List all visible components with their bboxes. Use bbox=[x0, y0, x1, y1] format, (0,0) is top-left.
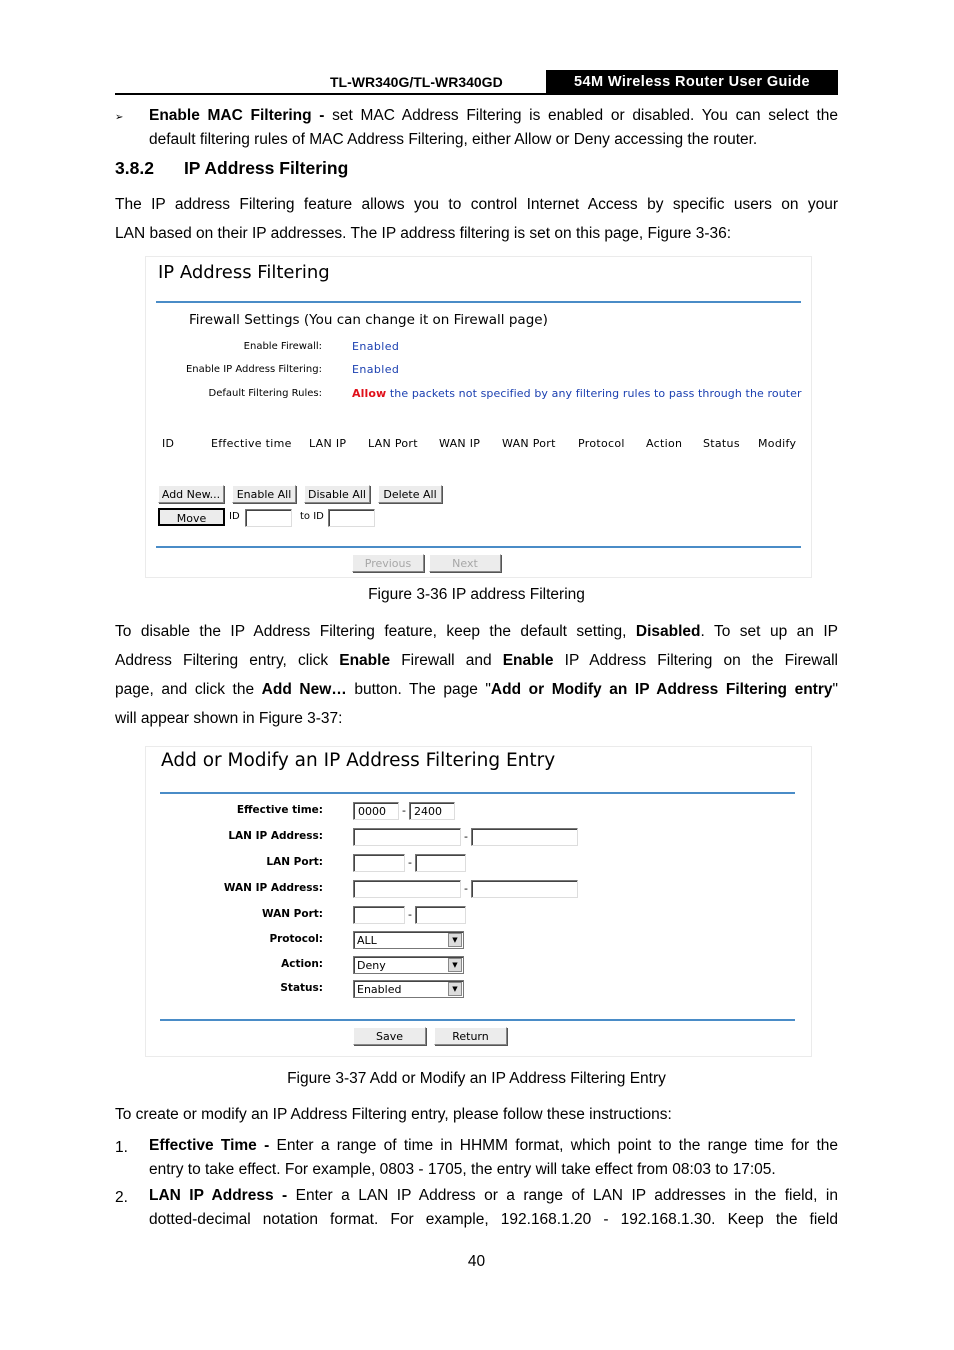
delete-all-button[interactable]: Delete All bbox=[378, 485, 442, 503]
default-rules-value bbox=[352, 387, 802, 400]
wan-port-label: WAN Port: bbox=[262, 908, 323, 920]
action-label: Action: bbox=[281, 958, 323, 970]
col-modify: Modify bbox=[758, 437, 797, 450]
action-select[interactable] bbox=[353, 956, 464, 974]
p2-text-2e: IP Address Filtering on the Firewall bbox=[553, 652, 838, 669]
step-1-number: 1. bbox=[115, 1139, 128, 1156]
col-status: Status bbox=[703, 437, 740, 450]
step-1-bold: Effective Time - bbox=[149, 1137, 270, 1154]
effective-time-end-input[interactable]: 2400 bbox=[409, 802, 455, 820]
bullet-bold: Enable MAC Filtering - bbox=[149, 107, 325, 124]
step-2-number: 2. bbox=[115, 1189, 128, 1206]
step-2-text-1: Enter a LAN IP Address or a range of LAN IP addresses in the field, in bbox=[287, 1187, 839, 1204]
return-button[interactable]: Return bbox=[434, 1027, 507, 1045]
p2-bold-enable-1: Enable bbox=[339, 652, 391, 669]
lan-ip-end-input[interactable] bbox=[471, 828, 578, 846]
enable-all-button[interactable]: Enable All bbox=[232, 485, 296, 503]
dropdown-arrow-icon: ▼ bbox=[448, 982, 462, 996]
col-wan-ip: WAN IP bbox=[439, 437, 481, 450]
p2-text-2c: Firewall and bbox=[390, 652, 503, 669]
step-1-text-1: Enter a range of time in HHMM format, which point to the range time for the bbox=[269, 1137, 838, 1154]
action-value: Deny bbox=[357, 959, 386, 972]
p2-text-4: will appear shown in Figure 3-37: bbox=[115, 710, 343, 727]
col-wan-port: WAN Port bbox=[502, 437, 556, 450]
bullet-marker: ➢ bbox=[115, 112, 124, 123]
p2-bold-disabled: Disabled bbox=[635, 623, 701, 640]
status-select[interactable] bbox=[353, 980, 464, 998]
dropdown-arrow-icon: ▼ bbox=[448, 933, 462, 947]
protocol-value: ALL bbox=[357, 934, 377, 947]
add-new-button[interactable]: Add New... bbox=[158, 485, 224, 503]
enable-ip-filtering-value: Enabled bbox=[352, 363, 400, 376]
figure1-top-rule bbox=[156, 301, 801, 303]
header-model: TL-WR340G/TL-WR340GD bbox=[330, 74, 503, 90]
move-id-label: ID bbox=[229, 511, 240, 522]
protocol-label: Protocol: bbox=[269, 933, 323, 945]
instructions-intro: To create or modify an IP Address Filtering entry, please follow these instructions: bbox=[115, 1106, 672, 1123]
effective-time-label: Effective time: bbox=[236, 804, 323, 816]
section-number: 3.8.2 bbox=[115, 158, 154, 178]
dropdown-arrow-icon: ▼ bbox=[448, 958, 462, 972]
default-rule-text: the packets not specified by any filtering rules to pass through the router bbox=[386, 387, 802, 400]
mac-filtering-bullet bbox=[149, 104, 838, 152]
wan-port-end-input[interactable] bbox=[415, 906, 466, 924]
enable-instructions-paragraph bbox=[115, 617, 838, 733]
figure1-title: IP Address Filtering bbox=[158, 262, 330, 283]
wan-port-dash: - bbox=[408, 908, 412, 921]
page-number: 40 bbox=[467, 1253, 486, 1270]
move-to-id-input[interactable] bbox=[328, 509, 375, 527]
p2-text-3e: " bbox=[832, 681, 839, 698]
firewall-settings-heading: Firewall Settings (You can change it on Firewall page) bbox=[189, 312, 548, 328]
lan-port-label: LAN Port: bbox=[266, 856, 323, 868]
step-1-text-2: entry to take effect. For example, 0803 - 1705, the entry will take effect from 08:03 to 17:05. bbox=[149, 1161, 776, 1178]
p2-bold-page-name: Add or Modify an IP Address Filtering entry bbox=[490, 681, 833, 698]
p2-bold-add-new: Add New… bbox=[261, 681, 347, 698]
bullet-text-1: set MAC Address Filtering is enabled or disabled. You can select the bbox=[324, 107, 838, 124]
figure2-title: Add or Modify an IP Address Filtering Entry bbox=[161, 750, 556, 771]
col-lan-ip: LAN IP bbox=[309, 437, 347, 450]
intro-paragraph bbox=[115, 190, 838, 248]
header-rule bbox=[115, 93, 838, 95]
disable-all-button[interactable]: Disable All bbox=[304, 485, 370, 503]
col-lan-port: LAN Port bbox=[368, 437, 418, 450]
col-id: ID bbox=[162, 437, 175, 450]
col-effective-time: Effective time bbox=[211, 437, 292, 450]
time-dash: - bbox=[402, 804, 406, 817]
lan-port-dash: - bbox=[408, 856, 412, 869]
figure-add-modify-entry bbox=[145, 746, 812, 1057]
col-action: Action bbox=[646, 437, 683, 450]
enable-ip-filtering-label: Enable IP Address Filtering: bbox=[185, 364, 322, 375]
para1-line1: The IP address Filtering feature allows you to control Internet Access by specific users on your bbox=[115, 196, 838, 213]
step-2 bbox=[149, 1184, 838, 1232]
lan-ip-label: LAN IP Address: bbox=[228, 830, 323, 842]
step-2-text-2: dotted-decimal notation format. For example, 192.168.1.20 - 192.168.1.30. Keep the field bbox=[149, 1211, 838, 1228]
wan-ip-label: WAN IP Address: bbox=[223, 882, 323, 894]
step-1 bbox=[149, 1134, 838, 1182]
next-button[interactable]: Next bbox=[429, 554, 501, 572]
figure2-top-rule bbox=[160, 792, 795, 794]
status-value: Enabled bbox=[357, 983, 402, 996]
wan-ip-end-input[interactable] bbox=[471, 880, 578, 898]
p2-text-1a: To disable the IP Address Filtering feature, keep the default setting, bbox=[115, 623, 636, 640]
lan-ip-dash: - bbox=[464, 830, 468, 843]
move-from-id-input[interactable] bbox=[245, 509, 292, 527]
p2-text-2a: Address Filtering entry, click bbox=[115, 652, 340, 669]
figure1-bottom-rule bbox=[156, 546, 801, 548]
wan-ip-start-input[interactable] bbox=[353, 880, 461, 898]
para1-line2: LAN based on their IP addresses. The IP address filtering is set on this page, Figure 3-36: bbox=[115, 225, 732, 242]
move-to-id-label: to ID bbox=[300, 511, 324, 522]
enable-firewall-label: Enable Firewall: bbox=[243, 341, 322, 352]
move-button[interactable]: Move bbox=[158, 508, 225, 526]
header-guide-title: 54M Wireless Router User Guide bbox=[546, 70, 838, 94]
enable-firewall-value: Enabled bbox=[352, 340, 400, 353]
figure2-bottom-rule bbox=[160, 1019, 795, 1021]
step-2-bold: LAN IP Address - bbox=[149, 1187, 288, 1204]
lan-port-start-input[interactable] bbox=[353, 854, 405, 872]
figure-ip-address-filtering bbox=[145, 256, 812, 578]
bullet-text-2: default filtering rules of MAC Address Filtering, either Allow or Deny accessing the router. bbox=[149, 131, 758, 148]
p2-bold-enable-2: Enable bbox=[502, 652, 554, 669]
p2-text-1c: . To set up an IP bbox=[700, 623, 839, 640]
section-title: IP Address Filtering bbox=[183, 158, 349, 178]
default-rules-label: Default Filtering Rules: bbox=[208, 388, 322, 399]
wan-port-start-input[interactable] bbox=[353, 906, 405, 924]
col-protocol: Protocol bbox=[578, 437, 625, 450]
effective-time-start-input[interactable]: 0000 bbox=[353, 802, 399, 820]
p2-text-3c: button. The page " bbox=[346, 681, 491, 698]
protocol-select[interactable] bbox=[353, 931, 464, 949]
p2-text-3a: page, and click the bbox=[115, 681, 262, 698]
save-button[interactable]: Save bbox=[353, 1027, 426, 1045]
default-rule-allow: Allow bbox=[352, 387, 387, 400]
lan-port-end-input[interactable] bbox=[415, 854, 466, 872]
previous-button[interactable]: Previous bbox=[352, 554, 424, 572]
figure2-caption: Figure 3-37 Add or Modify an IP Address Filtering Entry bbox=[287, 1070, 666, 1087]
figure1-caption: Figure 3-36 IP address Filtering bbox=[368, 586, 585, 603]
section-heading bbox=[115, 158, 348, 179]
wan-ip-dash: - bbox=[464, 882, 468, 895]
status-label: Status: bbox=[280, 982, 323, 994]
lan-ip-start-input[interactable] bbox=[353, 828, 461, 846]
